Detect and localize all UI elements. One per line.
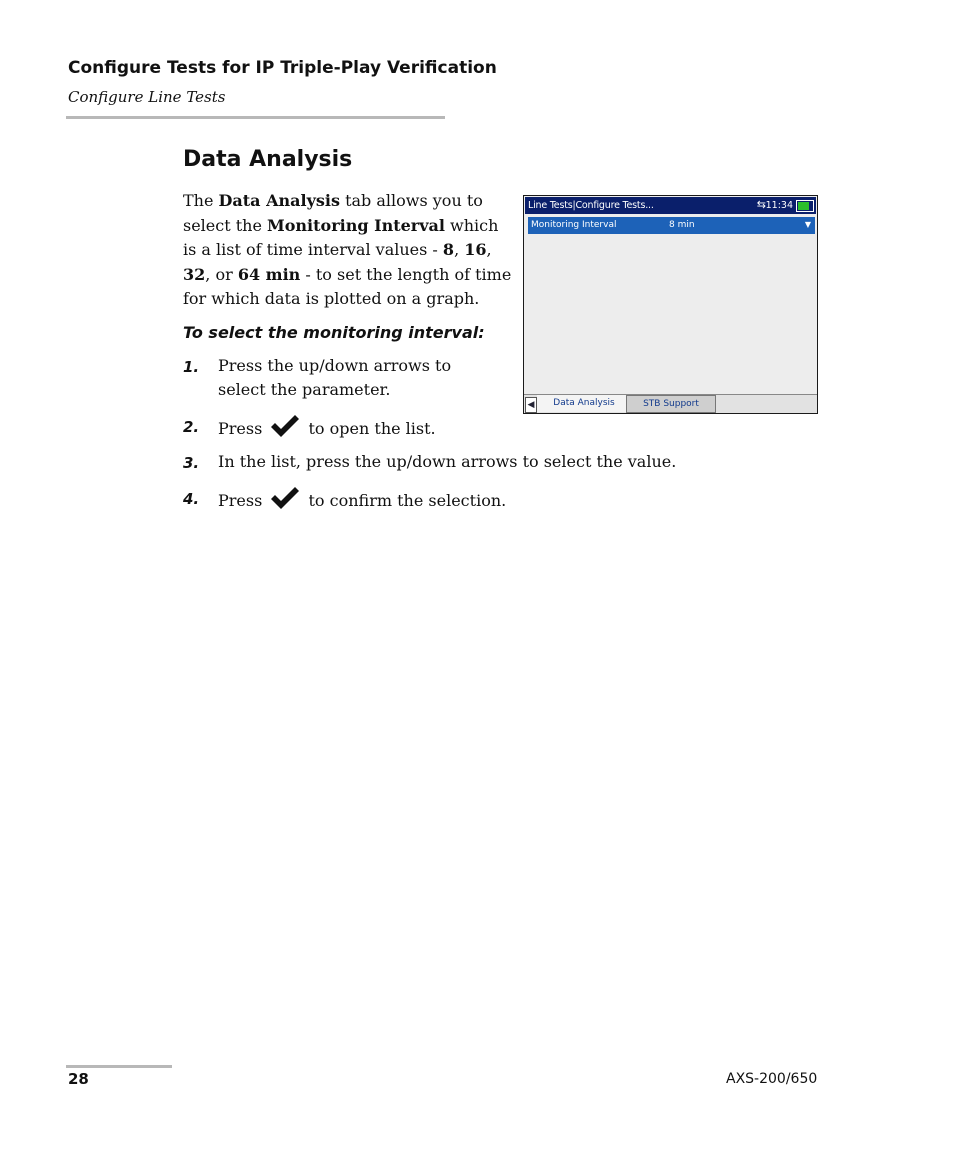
procedure-step [183,414,513,440]
field-value: 8 min [669,220,695,230]
step-number: 4. [183,490,200,508]
product-name: AXS-200/650 [726,1071,818,1087]
step-text: select the parameter. [218,380,391,399]
tab-data-analysis[interactable]: Data Analysis [537,395,631,412]
device-tab-bar [524,394,817,413]
tab-scroll-left-icon[interactable]: ◀ [525,397,537,413]
header-divider [66,116,445,119]
step-text: to confirm the selection. [308,491,507,510]
device-title-bar [525,197,816,214]
device-clock: 11:34 [765,200,793,211]
step-text: to open the list. [308,419,436,438]
dropdown-arrow-icon[interactable]: ▼ [804,220,811,229]
device-screenshot [523,195,818,414]
procedure-step [183,354,513,404]
step-text: Press [218,491,263,510]
procedure-step [183,486,583,512]
device-title: Line Tests|Configure Tests... [528,200,654,211]
section-heading: Data Analysis [183,147,353,172]
procedure-step [183,450,783,476]
tab-stb-support[interactable]: STB Support [626,395,716,413]
monitoring-interval-field[interactable] [528,217,815,234]
intro-paragraph: The Data Analysis tab allows you to select the Monitoring Interval which is a list of time interval values - 8, 16, 32, or 64 min - to set the length of time for which data is plotted on a graph. [183,191,512,308]
step-number: 1. [183,358,200,376]
connection-arrows-icon: ⇆ [756,198,766,211]
step-text: Press the up/down arrows to [218,356,452,375]
checkmark-icon [269,486,301,510]
checkmark-icon [269,414,301,438]
step-text: In the list, press the up/down arrows to select the value. [218,452,677,471]
running-header-title: Configure Tests for IP Triple-Play Verification [68,58,497,78]
running-header-subtitle: Configure Line Tests [68,88,226,106]
field-label: Monitoring Interval [531,220,617,230]
footer-divider [66,1065,172,1068]
step-text: Press [218,419,263,438]
page-number: 28 [68,1070,89,1088]
step-number: 3. [183,454,200,472]
procedure-title: To select the monitoring interval: [183,323,485,342]
step-number: 2. [183,418,200,436]
battery-icon [796,200,814,212]
